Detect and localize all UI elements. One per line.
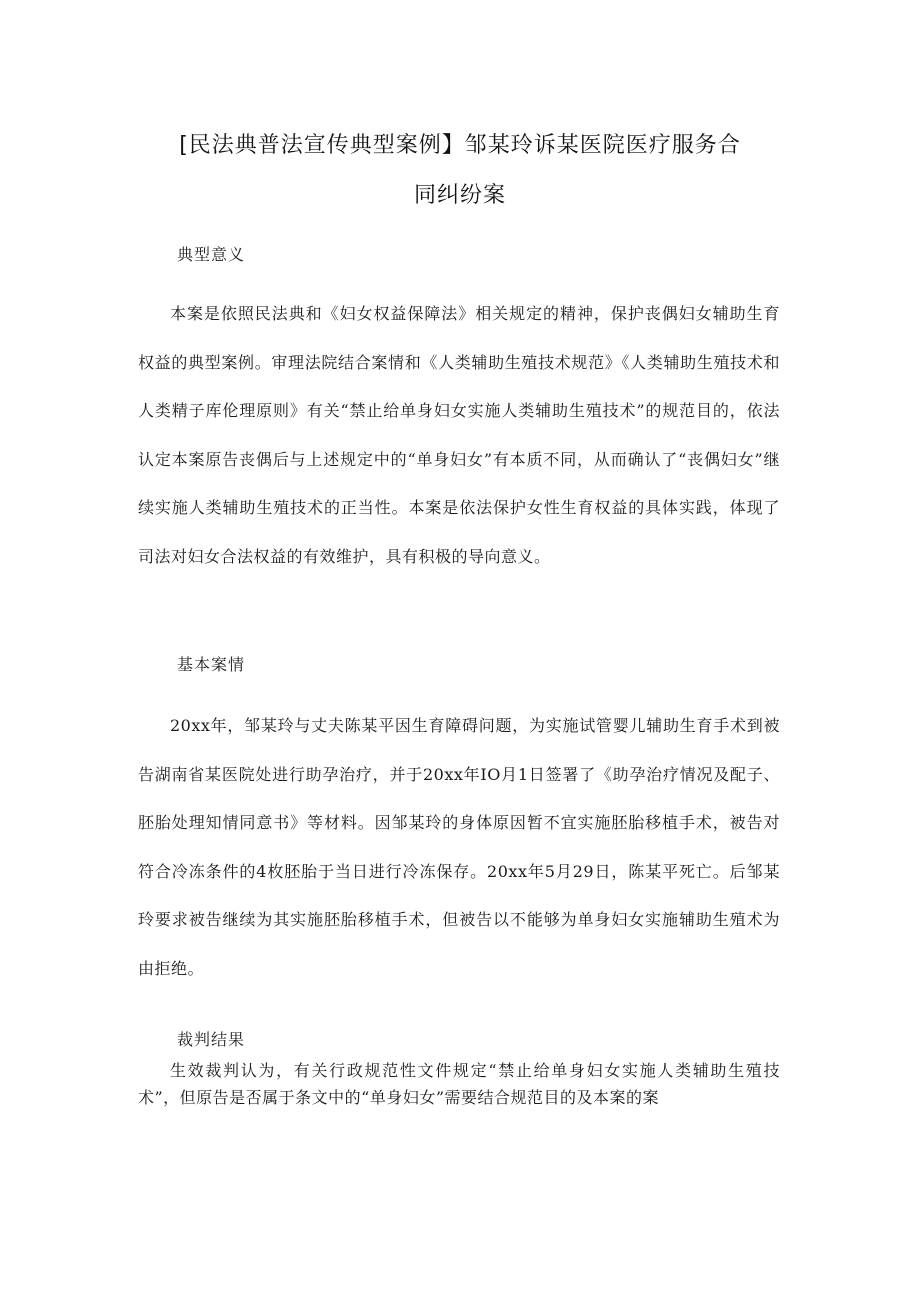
document-title-line-1: [民法典普法宣传典型案例】邹某玲诉某医院医疗服务合 — [179, 133, 741, 158]
section-body-significance: 本案是依照民法典和《妇女权益保障法》相关规定的精神，保护丧偶妇女辅助生育权益的典型案例。审理法院结合案情和《人类辅助生殖技术规范》《人类辅助生殖技术和人类精子库伦理原则》有关“禁止给单身妇女实施人类辅助生殖技术”的规范目的，依法认定本案原告丧偶后与上述规定中的“单身妇女”有本质不同，从而确认了“丧偶妇女”继续实施人类辅助生殖技术的正当性。本案是依法保护女性生育权益的具体实践，体现了司法对妇女合法权益的有效维护，具有积极的导向意义。 — [138, 304, 780, 566]
section-heading-significance: 典型意义 — [177, 245, 246, 264]
section-heading-judgment: 裁判结果 — [177, 1030, 246, 1049]
section-heading-facts: 基本案情 — [177, 655, 246, 674]
document-title-line-2: 同纠纷案 — [413, 183, 506, 208]
section-body-judgment: 生效裁判认为，有关行政规范性文件规定“禁止给单身妇女实施人类辅助生殖技术”，但原告是否属于条文中的“单身妇女”需要结合规范目的及本案的案 — [138, 1061, 780, 1107]
section-body-facts: 20xx年，邹某玲与丈夫陈某平因生育障碍问题，为实施试管婴儿辅助生育手术到被告湖南省某医院处进行助孕治疗，并于20xx年IO月1日签署了《助孕治疗情况及配子、胚胎处理知情同意书》等材料。因邹某玲的身体原因暂不宜实施胚胎移植手术，被告对符合冷冻条件的4枚胚胎于当日进行冷冻保存。20xx年5月29日，陈某平死亡。后邹某玲要求被告继续为其实施胚胎移植手术，但被告以不能够为单身妇女实施辅助生殖术为由拒绝。 — [138, 716, 780, 978]
